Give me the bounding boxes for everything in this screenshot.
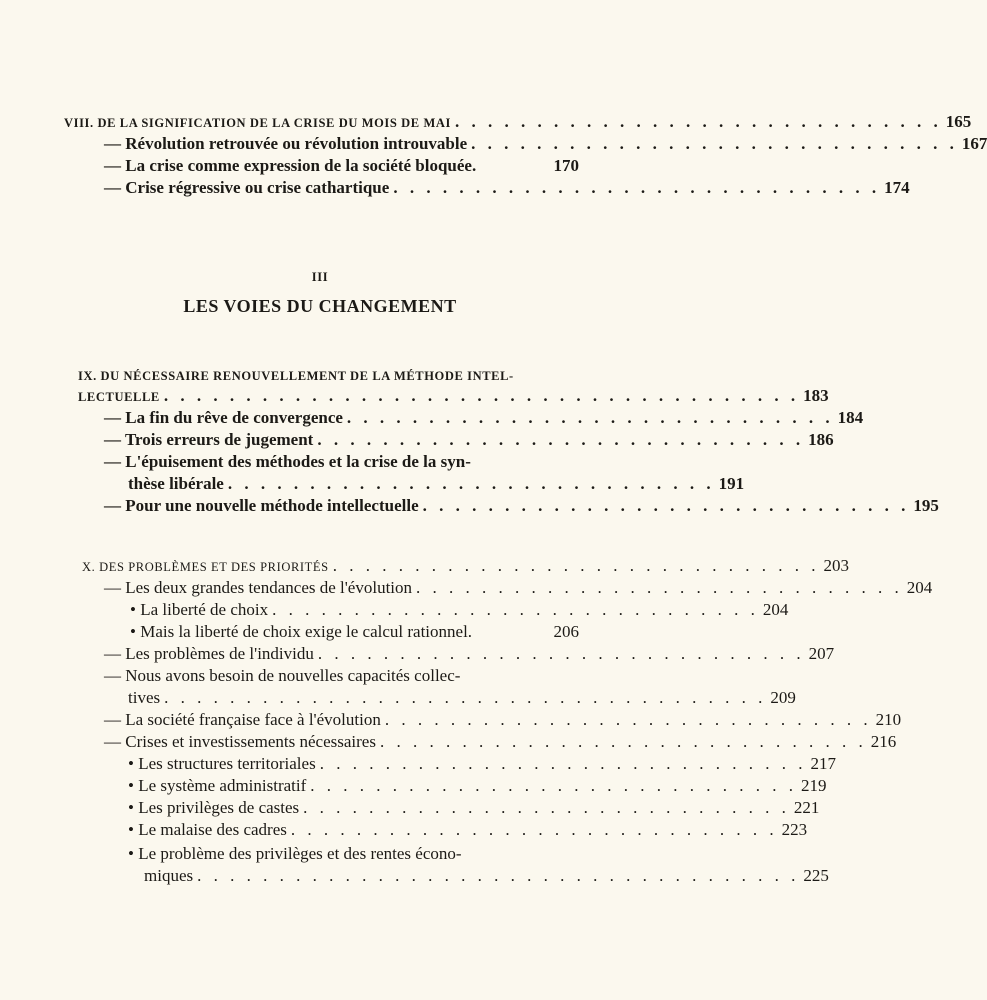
toc-entry[interactable] xyxy=(128,688,796,708)
dot-leader: . . . . . . . . . . . . . . . . . . . . . . . . . . . . . . xyxy=(317,644,805,663)
toc-entry-chapter-10[interactable] xyxy=(82,556,849,577)
toc-entry[interactable] xyxy=(130,622,579,642)
toc-entry[interactable] xyxy=(128,754,836,774)
toc-entry-chapter-9[interactable] xyxy=(78,386,829,407)
entry-label: — Crise régressive ou crise cathartique xyxy=(104,178,390,197)
chapter-heading: IX. DU NÉCESSAIRE RENOUVELLEMENT DE LA MÉTHODE INTEL- xyxy=(78,369,514,383)
toc-entry-wrapped[interactable] xyxy=(104,666,579,686)
part-number: III xyxy=(311,270,329,284)
entry-label-continued: miques xyxy=(144,866,194,885)
toc-entry[interactable] xyxy=(128,820,808,840)
entry-label: • Les privilèges de castes xyxy=(128,798,300,817)
page-number: 174 xyxy=(884,178,910,197)
entry-label: — Les deux grandes tendances de l'évolution xyxy=(104,578,413,597)
dot-leader: . . . . . . . . . . . . . . . . . . . . . . . . . . . . . . . . . . . . . xyxy=(197,866,800,885)
entry-label: — Nous avons besoin de nouvelles capacités collec- xyxy=(104,666,461,685)
part-title: LES VOIES DU CHANGEMENT xyxy=(183,296,457,316)
dot-leader: . . . . . . . . . . . . . . . . . . . . . . . . . . . . . . xyxy=(379,732,867,751)
page-number: 165 xyxy=(945,112,972,131)
toc-entry-chapter-8[interactable] xyxy=(64,112,972,133)
dot-leader: . . . . . . . . . . . . . . . . . . . . . . . . . . . . . . xyxy=(272,600,759,619)
chapter-heading: X. DES PROBLÈMES ET DES PRIORITÉS xyxy=(82,560,329,574)
entry-label: — La société française face à l'évolution xyxy=(104,710,381,729)
page-number: 186 xyxy=(808,430,834,449)
page-number: 191 xyxy=(718,474,745,493)
toc-entry[interactable] xyxy=(128,798,820,818)
page-number: 170 xyxy=(553,156,579,175)
dot-leader: . . . . . . . . . . . . . . . . . . . . . . . . . . . . . . xyxy=(319,754,807,773)
entry-label: • Les structures territoriales xyxy=(128,754,316,773)
toc-heading-chapter-9[interactable] xyxy=(78,366,579,386)
entry-label: — Trois erreurs de jugement xyxy=(104,430,314,449)
dot-leader: . . . . . . . . . . . . . . . . . . . . . . . . . . . . . . xyxy=(317,430,805,449)
dot-leader: . . . . . . . . . . . . . . . . . . . . . . . . . . . . . . xyxy=(384,710,872,729)
page-number: 204 xyxy=(762,600,789,619)
entry-label: — L'épuisement des méthodes et la crise de la syn- xyxy=(104,452,471,471)
toc-entry[interactable] xyxy=(128,776,827,796)
toc-entry[interactable] xyxy=(104,496,939,516)
dot-leader: . . . . . . . . . . . . . . . . . . . . . . . . . . . . . . xyxy=(393,178,881,197)
chapter-heading: VIII. DE LA SIGNIFICATION DE LA CRISE DU MOIS DE MAI xyxy=(64,116,451,130)
page-number: 210 xyxy=(875,710,902,729)
dot-leader: . . . . . . . . . . . . . . . . . . . . . . . . . . . . . . . . . . . . . . . xyxy=(163,386,800,405)
toc-entry[interactable] xyxy=(104,178,910,198)
page-number: 203 xyxy=(823,556,849,575)
dot-leader: . . . . . . . . . . . . . . . . . . . . . . . . . . . . . . xyxy=(303,798,790,817)
dot-leader: . . . . . . . . . . . . . . . . . . . . . . . . . . . . . . xyxy=(227,474,715,493)
toc-entry[interactable] xyxy=(104,408,864,428)
page-number: 167 xyxy=(961,134,987,153)
dot-leader: . . . . . . . . . . . . . . . . . . . . . . . . . . . . . . xyxy=(290,820,778,839)
entry-label-continued: tives xyxy=(128,688,161,707)
toc-entry[interactable] xyxy=(130,600,789,620)
page-number: 221 xyxy=(793,798,820,817)
entry-label: • Le système administratif xyxy=(128,776,307,795)
toc-entry-wrapped[interactable] xyxy=(104,452,579,472)
entry-label: • La liberté de choix xyxy=(130,600,269,619)
chapter-heading-continued: LECTUELLE xyxy=(78,390,160,404)
dot-leader: . . . . . . . . . . . . . . . . . . . . . . . . . . . . . . xyxy=(471,134,958,153)
entry-label: — Les problèmes de l'individu xyxy=(104,644,314,663)
entry-label: — Révolution retrouvée ou révolution introuvable xyxy=(104,134,468,153)
entry-label: • Le problème des privilèges et des rentes écono- xyxy=(128,844,462,863)
toc-entry[interactable] xyxy=(104,578,933,598)
entry-label-continued: thèse libérale xyxy=(128,474,224,493)
entry-label: • Mais la liberté de choix exige le calcul rationnel. xyxy=(130,622,473,641)
entry-label: — Pour une nouvelle méthode intellectuelle xyxy=(104,496,419,515)
dot-leader: . . . . . . . . . . . . . . . . . . . . . . . . . . . . . . xyxy=(310,776,798,795)
toc-entry[interactable] xyxy=(144,866,829,886)
page-number: 225 xyxy=(803,866,829,885)
page-number: 207 xyxy=(808,644,835,663)
dot-leader: . . . . . . . . . . . . . . . . . . . . . . . . . . . . . . xyxy=(416,578,903,597)
page-number: 223 xyxy=(781,820,808,839)
toc-entry-wrapped[interactable] xyxy=(128,844,579,864)
page-number: 216 xyxy=(870,732,897,751)
dot-leader: . . . . . . . . . . . . . . . . . . . . . . . . . . . . . . xyxy=(332,556,820,575)
dot-leader: . . . . . . . . . . . . . . . . . . . . . . . . . . . . . . xyxy=(454,112,942,131)
toc-entry[interactable] xyxy=(104,710,902,730)
entry-label: — La fin du rêve de convergence xyxy=(104,408,343,427)
page-number: 219 xyxy=(801,776,827,795)
page-number: 217 xyxy=(810,754,836,773)
page-number: 204 xyxy=(906,578,933,597)
entry-label: — La crise comme expression de la société bloquée. xyxy=(104,156,477,175)
dot-leader: . . . . . . . . . . . . . . . . . . . . . . . . . . . . . . xyxy=(346,408,834,427)
page-number: 206 xyxy=(553,622,579,641)
page-number: 184 xyxy=(837,408,864,427)
page-number: 209 xyxy=(770,688,796,707)
dot-leader: . . . . . . . . . . . . . . . . . . . . . . . . . . . . . . . . . . . . . xyxy=(164,688,767,707)
toc-entry[interactable] xyxy=(104,156,579,176)
toc-entry[interactable] xyxy=(104,430,834,450)
toc-entry[interactable] xyxy=(128,474,745,494)
entry-label: • Le malaise des cadres xyxy=(128,820,287,839)
entry-label: — Crises et investissements nécessaires xyxy=(104,732,376,751)
page-number: 183 xyxy=(803,386,829,405)
dot-leader: . . . . . . . . . . . . . . . . . . . . . . . . . . . . . . xyxy=(422,496,910,515)
toc-entry[interactable] xyxy=(104,644,835,664)
toc-entry[interactable] xyxy=(104,732,897,752)
page-number: 195 xyxy=(913,496,939,515)
toc-entry[interactable] xyxy=(104,134,987,154)
